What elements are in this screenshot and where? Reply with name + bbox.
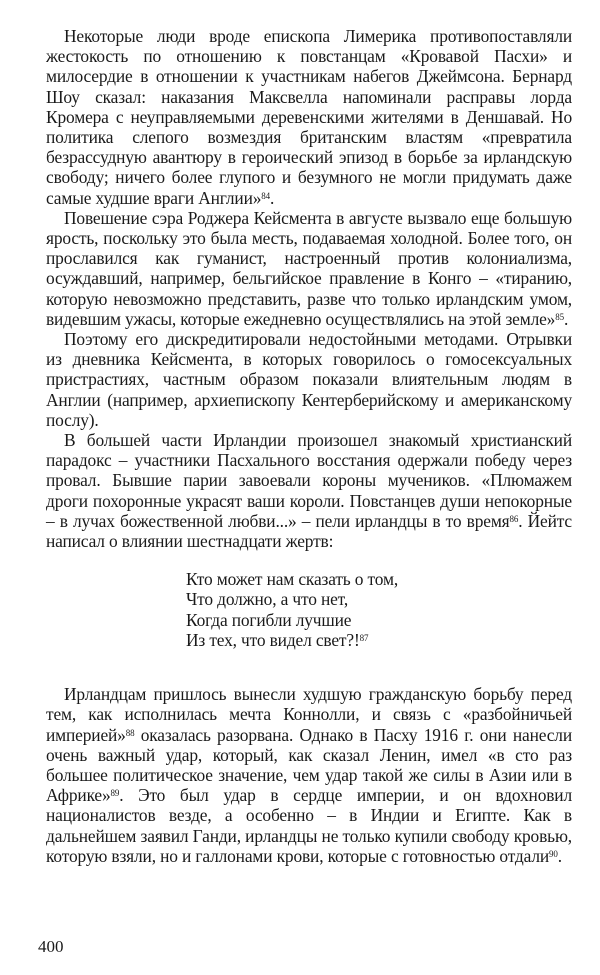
footnote-ref-88[interactable]: 88 — [125, 727, 135, 738]
poem-line: Кто может нам сказать о том, — [186, 569, 399, 590]
paragraph-1: Некоторые люди вроде епископа Лимерика противопоставляли жестокость по отношению к повстанцам «Кровавой Пасхи» и милосердие в отношении к участникам набегов Джеймсона. Бернард Шоу сказал: наказания Максвелла напоминали расправы лорда Кромера с неуправляемыми деревенскими жителями в Деншавай. Но политика слепого возмездия британским властям «превратила безрассудную авантюру в героический эпизод в борьбе за ирландскую свободу; ничего более глупого и безумного не могли придумать даже самые худшие враги Англии»$^{84}$. — [46, 26, 572, 208]
footnote-ref-86[interactable]: 86 — [509, 513, 519, 524]
paragraph-3: Поэтому его дискредитировали недостойными методами. Отрывки из дневника Кейсмента, в которых говорилось о гомосексуальных пристрастиях, частным образом показали влиятельным людям в Англии (например, архиепископу Кентерберийскому и американскому послу). — [46, 329, 572, 430]
paragraph-4: В большей части Ирландии произошел знакомый христианский парадокс – участники Пасхального восстания одержали победу через провал. Бывшие парии завоевали короны мучеников. «Плюмажем дроги похоронные украсят ваши короли. Повстанцев души непокорные – в лучах божественной любви...» – пели ирландцы в то время$^{86}$. Йейтс написал о влиянии шестнадцати жертв: — [46, 430, 572, 552]
page-number: 400 — [38, 937, 64, 956]
poem-line: Когда погибли лучшие — [186, 609, 352, 630]
paragraph-2: Повешение сэра Роджера Кейсмента в августе вызвало еще большую ярость, поскольку это была месть, подаваемая холодной. Более того, он прославился как гуманист, настроенный против колониализма, осуждавший, например, бельгийское правление в Конго – «тиранию, которую невозможно представить, разве что только ирландским умом, видевшим ужасы, которые ежедневно осуществлялись на этой земле»$^{85}$. — [46, 207, 572, 329]
footnote-ref-90[interactable]: 90 — [549, 848, 558, 859]
poem-line: Что должно, а что нет, — [186, 589, 349, 610]
poem-line: Из тех, что видел свет?!$^{87}$ — [186, 629, 369, 650]
footnote-ref-87[interactable]: 87 — [359, 632, 369, 643]
footnote-ref-89[interactable]: 89 — [110, 788, 120, 799]
paragraph-5: Ирландцам пришлось вынесли худшую гражданскую борьбу перед тем, как исполнилась мечта Коннолли, и связь с «разбойничьей империей»$^{88}$ оказалась разорвана. Однако в Пасху 1916 г. они нанесли очень важный удар, который, как сказал Ленин, имел «в сто раз большее политическое значение, чем удар такой же силы в Азии или в Африке»$^{89}$. Это был удар в сердце империи, и он вдохновил националистов везде, а особенно – в Индии и Египте. Как в дальнейшем заявил Ганди, ирландцы не только купили свободу кровью, которую взяли, но и галлонами крови, которые с готовностью отдали$^{90}$. — [46, 684, 572, 866]
poem-quote — [186, 569, 572, 650]
footnote-ref-85[interactable]: 85 — [555, 311, 564, 322]
footnote-ref-84[interactable]: 84 — [261, 190, 270, 201]
body-text — [46, 26, 572, 866]
